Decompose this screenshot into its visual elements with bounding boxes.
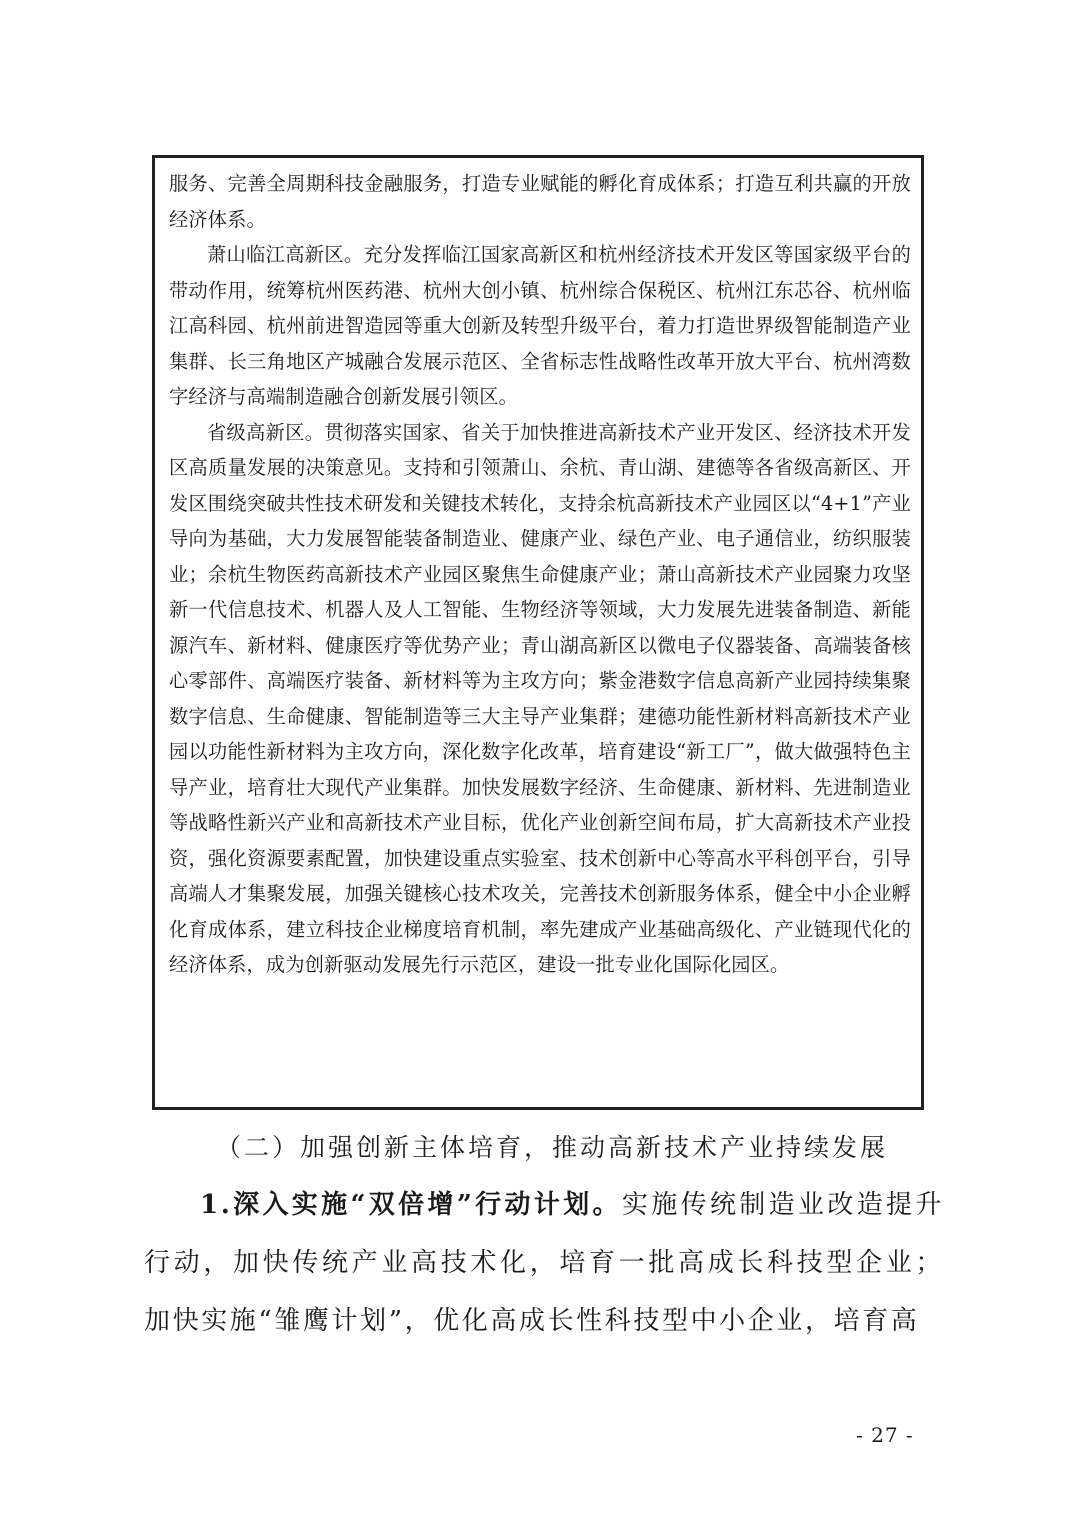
body-paragraph: [144, 1176, 944, 1350]
section-heading: （二）加强创新主体培育，推动高新技术产业持续发展: [216, 1133, 889, 1162]
box-paragraph-1: 服务、完善全周期科技金融服务，打造专业赋能的孵化育成体系；打造互利共赢的开放经济体系。: [169, 172, 911, 231]
page-number: - 27 -: [856, 1423, 914, 1447]
text-box: [152, 155, 924, 1110]
box-paragraph-3: 省级高新区。贯彻落实国家、省关于加快推进高新技术产业开发区、经济技术开发区高质量发展的决策意见。支持和引领萧山、余杭、青山湖、建德等各省级高新区、开发区围绕突破共性技术研发和关键技术转化，支持余杭高新技术产业园区以“4+1”产业导向为基础，大力发展智能装备制造业、健康产业、绿色产业、电子通信业，纺织服装业；余杭生物医药高新技术产业园区聚焦生命健康产业；萧山高新技术产业园聚力攻坚新一代信息技术、机器人及人工智能、生物经济等领域，大力发展先进装备制造、新能源汽车、新材料、健康医疗等优势产业；青山湖高新区以微电子仪器装备、高端装备核心零部件、高端医疗装备、新材料等为主攻方向；紫金港数字信息高新产业园持续集聚数字信息、生命健康、智能制造等三大主导产业集群；建德功能性新材料高新技术产业园以功能性新材料为主攻方向，深化数字化改革，培育建设“新工厂”，做大做强特色主导产业，培育壮大现代产业集群。加快发展数字经济、生命健康、新材料、先进制造业等战略性新兴产业和高新技术产业目标，优化产业创新空间布局，扩大高新技术产业投资，强化资源要素配置，加快建设重点实验室、技术创新中心等高水平科创平台，引导高端人才集聚发展，加强关键核心技术攻关，完善技术创新服务体系，健全中小企业孵化育成体系，建立科技企业梯度培育机制，率先建成产业基础高级化、产业链现代化的经济体系，成为创新驱动发展先行示范区，建设一批专业化国际化园区。: [169, 420, 911, 976]
body-text: [144, 1176, 944, 1350]
body-paragraph-text: 实施传统制造业改造提升行动，加快传统产业高技术化，培育一批高成长科技型企业；加快实施“雏鹰计划”，优化高成长性科技型中小企业，培育高: [144, 1190, 945, 1336]
body-lead-bold: 1.深入实施“双倍增”行动计划。: [200, 1190, 622, 1220]
box-paragraph-2: 萧山临江高新区。充分发挥临江国家高新区和杭州经济技术开发区等国家级平台的带动作用，统筹杭州医药港、杭州大创小镇、杭州综合保税区、杭州江东芯谷、杭州临江高科园、杭州前进智造园等重大创新及转型升级平台，着力打造世界级智能制造产业集群、长三角地区产城融合发展示范区、全省标志性战略性改革开放大平台、杭州湾数字经济与高端制造融合创新发展引领区。: [169, 243, 911, 408]
